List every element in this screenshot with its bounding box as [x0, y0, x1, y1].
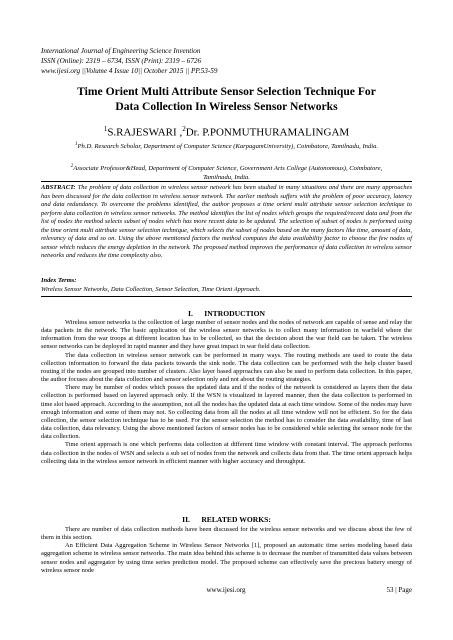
author-2-marker: 2 [182, 125, 186, 133]
journal-issn: ISSN (Online): 2319 – 6734, ISSN (Print): 2319 – 6726 [41, 57, 202, 65]
abstract [41, 184, 412, 261]
section-heading-related-works: II. RELATED WORKS: [182, 515, 271, 524]
introduction-body [41, 319, 412, 466]
journal-name: International Journal of Engineering Science Invention [41, 47, 201, 55]
index-terms [41, 277, 412, 294]
abstract-top-rule [41, 181, 412, 182]
paragraph: The data collection in wireless sensor network can be performed in many ways. The routing methods are used to route the data collection information to forward the data packets towards the sink node. The data collection can be performed with the help cluster based routing if the nodes are grouped into number of clusters. Also layer based approaches can also be used to perform data collection. In this paper, the author focuses about the data collection and sensor selection only and not about the routing strategies. [41, 351, 412, 384]
abstract-text: The problem of data collection in wireless sensor network has been studied in many situations and there are many approaches has been discussed for the data collection in wireless sensor network. The earlier methods suffers with the problem of poor accuracy, latency and data redundancy. To overcome the problems identified, the author proposes a time orient multi attribute sensor selection technique to perform data collection in wireless sensor networks. The method identifies the list of nodes which groups the required/recent data and from the list of nodes the method selects subset of nodes which has more recent data to be updated. The selection of subset of nodes is performed using the time orient multi attribute sensor selection technique, which selects the subset of nodes based on the many factors like time, amount of data, relevancy of data and so on. Using the above mentioned factors the method computes the data availability factor to choose the few nodes of sensor which reduces the energy depletion in the network. The proposed method improves the performance of data collection in wireless sensor networks and reduces the time complexity also. [41, 184, 412, 259]
author-1-marker: 1 [103, 125, 108, 133]
footer-url: www.ijesi.org [206, 586, 246, 594]
footer-page-number: 53 | Page [386, 586, 412, 594]
abstract-bottom-rule [41, 296, 412, 297]
author-line: $^1$S.RAJESWARI ,$^2$Dr. P.PONMUTHURAMALINGAM [103, 125, 350, 139]
paragraph: Time orient approach is one which performs data collection at different time window with constant interval. The approach performs data collection in the nodes of WSN and selects a sub set of nodes from the network and collects data from that. The time orient approach helps collecting data in the wireless sensor network in efficient manner with higher accuracy and throughput. [41, 441, 412, 465]
journal-issue: www.ijesi.org ||Volume 4 Issue 10|| October 2015 || PP.53-59 [41, 67, 218, 75]
journal-header [41, 46, 421, 76]
paragraph: There are number of data collection methods have been discussed for the wireless sensor networks and we discuss about the few of them in this section. [41, 526, 412, 542]
author-2-name: Dr. P.PONMUTHURAMALINGAM [185, 126, 350, 139]
section-heading-introduction: I. INTRODUCTION [187, 309, 265, 318]
paragraph: Wireless sensor networks is the collection of large number of sensor nodes and the nodes of network are capable of sense and relay the data packets in the network. The basic application of the wireless sensor networks is to collect many information in warfield where the information from the war troops at different location has to be collected, so that the decision about the war field can be taken. The wireless sensor networks can be deployed in rapid manner and they have great impact in war field data collection. [41, 319, 412, 351]
abstract-label: ABSTRACT: [41, 184, 76, 191]
related-works-body [41, 526, 412, 575]
index-terms-label: Index Terms: [41, 277, 77, 284]
index-terms-text: Wireless Sensor Networks, Data Collection, Sensor Selection, Time Orient Approach. [41, 285, 261, 293]
affiliation-1: $^1$Ph.D. Research Scholar, Department of Computer Science (KarpagamUniversity), Coimbatore, Tamilnadu, India. [74, 142, 379, 151]
paragraph: An Efficient Data Aggregation Scheme in Wireless Sensor Networks [1], proposed an automatic time series modeling based data aggregation scheme in wireless sensor networks. The main idea behind this scheme is to decrease the number of transmitted data values between sensor nodes and aggregator by using time series prediction model. The proposed scheme can effectively save the precious battery energy of wireless sensor node [41, 542, 412, 574]
paragraph: There may be number of nodes which posses the updated data and if the nodes of the network is considered as layers then the data collection is performed based on layered approach only. If the WSN is visualized in layered manner, then the data collection is performed in time slot based approach. According to the assumption, not all the nodes has the updated data at each time window. Some of the nodes may have enough information and some of them may not. So collecting data from all the nodes at all time window will not be efficient. So for the data collection, the sensor selection technique has to be used. For the sensor selection the method has to consider the data availability, time of last data collection, data relevancy. Using the above mentioned factors of sensor nodes has to be considered while selecting the sensor node for the data collection. [41, 384, 412, 441]
author-1-name: S.RAJESWARI [107, 126, 177, 139]
affiliation-2: $^2$Associate Professor&Head, Department of Computer Science, Government Arts College (Autonomous), Coimbatore, Tamilnadu, India. [70, 164, 383, 181]
paper-title: Time Orient Multi Attribute Sensor Selection Technique For Data Collection In Wireless Sensor Networks [77, 85, 376, 113]
